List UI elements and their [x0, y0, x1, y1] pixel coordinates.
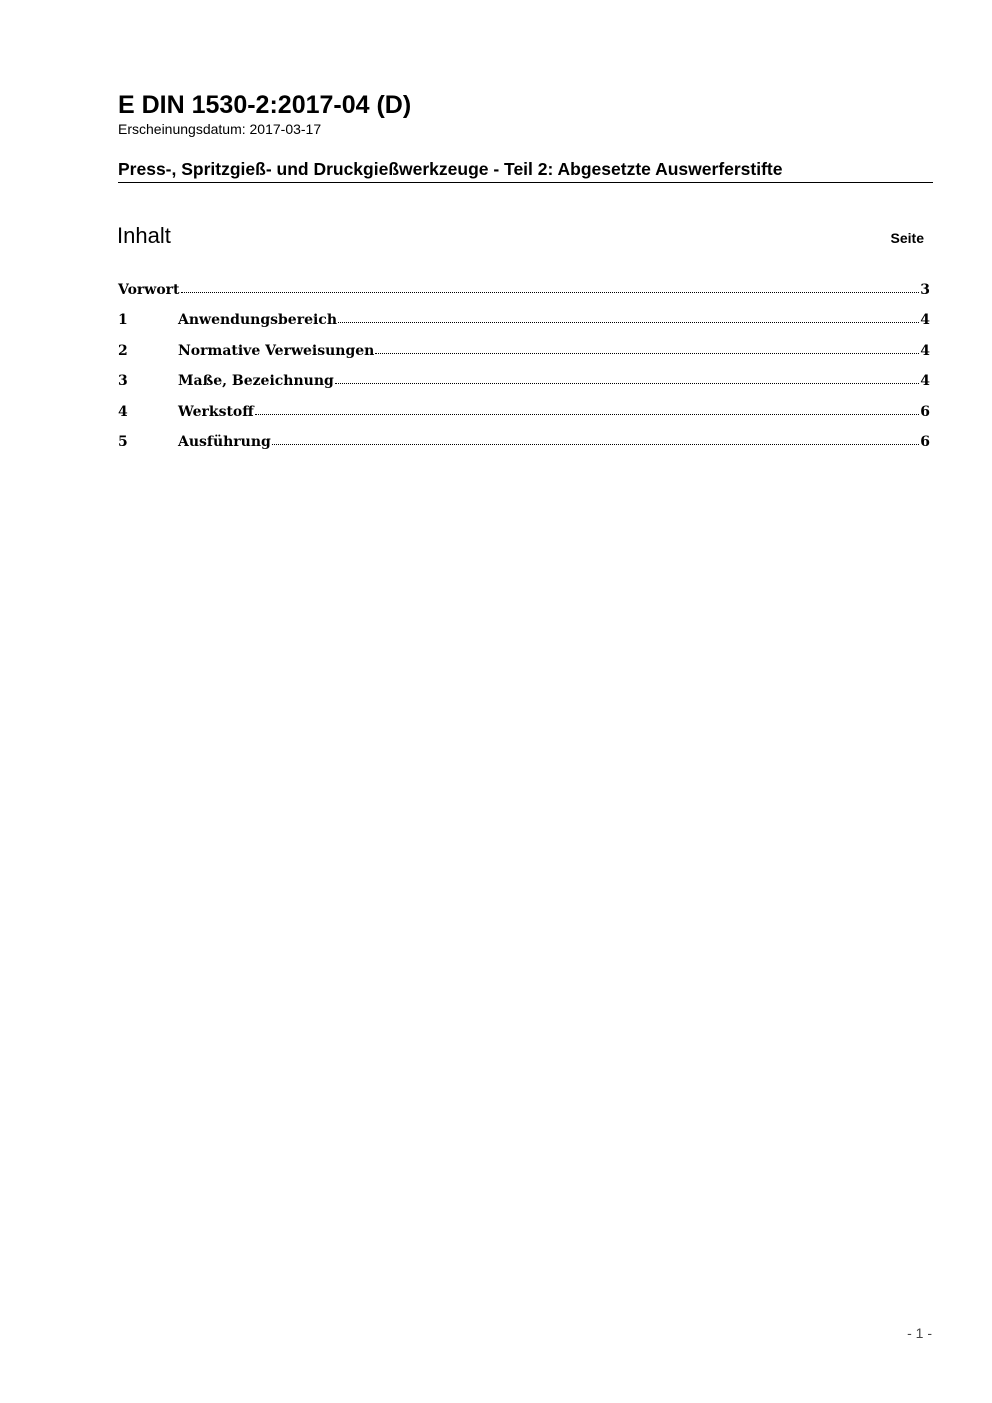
toc-entry-label: Maße, Bezeichnung	[178, 373, 334, 390]
toc-dot-leader	[338, 321, 919, 323]
toc-entry-page: 6	[920, 433, 930, 450]
toc-entry-werkstoff[interactable]	[118, 400, 930, 430]
toc-entry-page: 4	[920, 342, 930, 359]
toc-dot-leader	[181, 291, 920, 293]
toc-entry-vorwort[interactable]	[118, 278, 930, 308]
toc-entry-label: Vorwort	[118, 282, 180, 298]
toc-entry-normative-verweisungen[interactable]	[118, 339, 930, 369]
toc-entry-ausfuehrung[interactable]	[118, 430, 930, 460]
table-of-contents	[118, 278, 930, 460]
toc-entry-page: 4	[920, 373, 930, 390]
document-title: Press-, Spritzgieß- und Druckgießwerkzeuge - Teil 2: Abgesetzte Auswerferstifte	[118, 159, 933, 183]
toc-dot-leader	[272, 443, 919, 445]
toc-page-column-label: Seite	[890, 230, 924, 246]
toc-entry-label: Ausführung	[178, 433, 271, 450]
toc-entry-label: Werkstoff	[178, 403, 254, 420]
toc-entry-page: 4	[920, 312, 930, 329]
toc-entry-number: 5	[118, 433, 128, 450]
toc-entry-number: 2	[118, 342, 128, 359]
toc-entry-anwendungsbereich[interactable]	[118, 308, 930, 338]
toc-entry-number: 1	[118, 312, 128, 329]
toc-entry-label: Anwendungsbereich	[178, 312, 337, 329]
toc-dot-leader	[375, 352, 919, 354]
toc-entry-page: 6	[920, 403, 930, 420]
toc-entry-number: 4	[118, 403, 128, 420]
toc-entry-label: Normative Verweisungen	[178, 342, 375, 359]
toc-entry-number: 3	[118, 373, 128, 390]
toc-dot-leader	[335, 382, 919, 384]
publication-date: Erscheinungsdatum: 2017-03-17	[118, 121, 322, 137]
toc-dot-leader	[255, 413, 920, 415]
page-number: - 1 -	[907, 1325, 932, 1341]
toc-heading: Inhalt	[117, 223, 171, 248]
toc-entry-masse-bezeichnung[interactable]	[118, 369, 930, 399]
document-id: E DIN 1530-2:2017-04 (D)	[118, 91, 412, 119]
toc-entry-page: 3	[920, 282, 930, 298]
